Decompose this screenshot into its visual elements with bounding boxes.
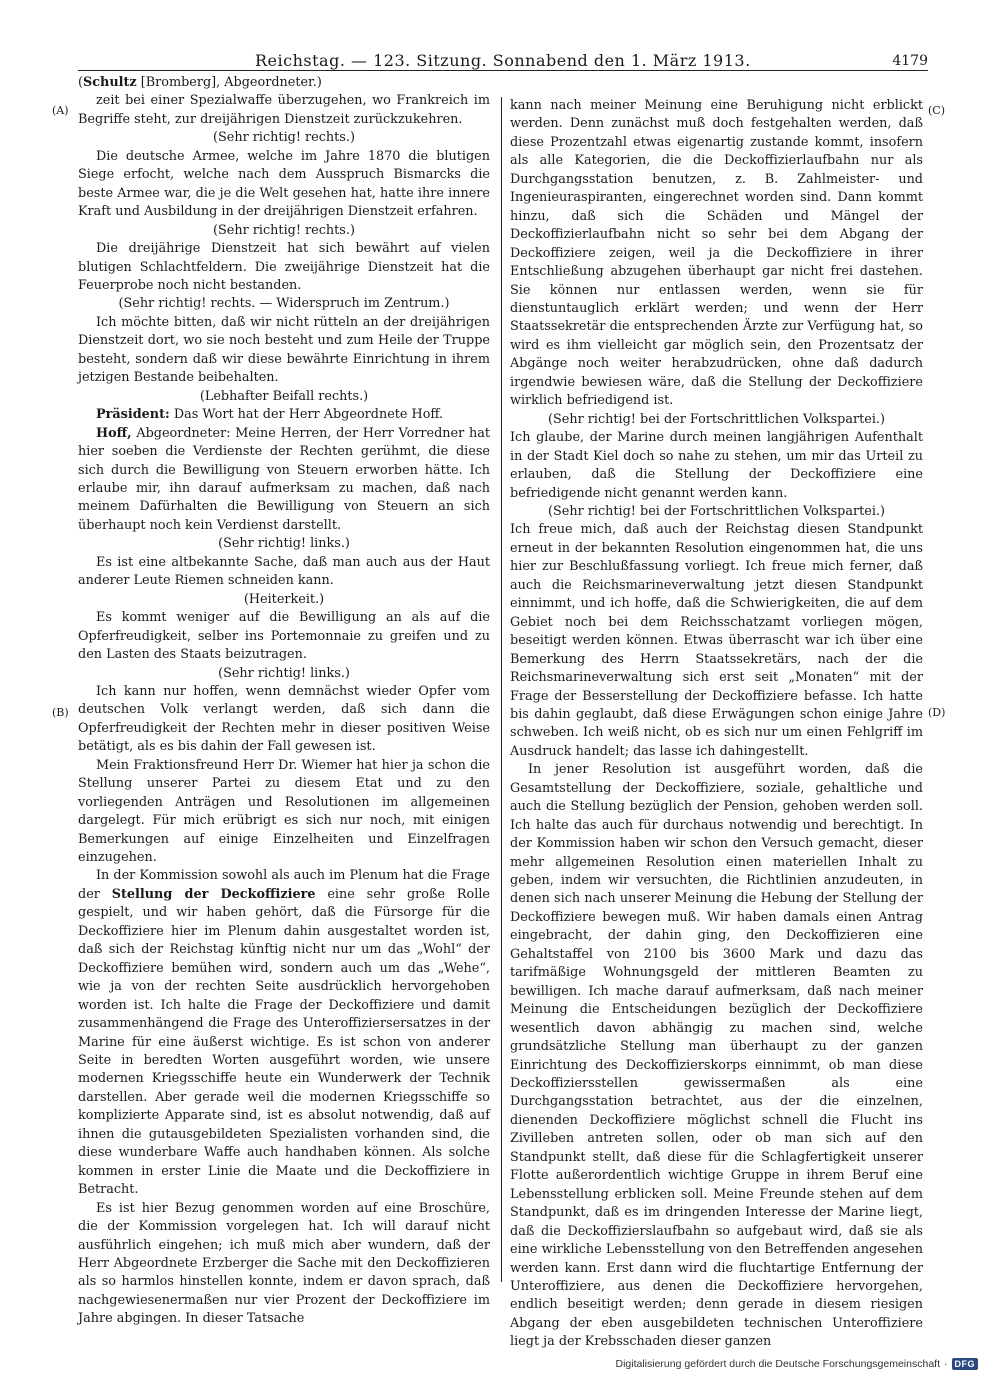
emphasis-term: Stellung der Deckoffiziere: [111, 886, 316, 902]
paragraph: zeit bei einer Spezialwaffe überzugehen, wo Frankreich im Begriffe steht, zur dreijährigen Dienstzeit zurückzukehren.: [78, 93, 490, 127]
speaker-text: [Bromberg], Abgeordneter.): [136, 75, 322, 90]
paragraph: In jener Resolution ist ausgeführt worden, daß die Gesamtstellung der Deckoffiziere, soziale, gehaltliche und auch die Stellung bezüglich der Pension, gehoben werden soll. Ich halte das auch für durchaus notwendig und berechtigt. In der Kommission haben wir schon den Versuch gemacht, dieser mehr allgemeinen Resolution einen materiellen Inhalt zu geben, indem wir versuchten, die Richtlinien anzudeuten, in denen sich nach unserer Meinung die Hebung der Stellung der Deckoffiziere bewegen muß. Wir haben damals einen Antrag eingebracht, der dahin ging, den Deckoffizieren eine Gehaltstaffel von 2100 bis 3600 Mark und dazu das tarifmäßige Wohnungsgeld der mittleren Beamten zu bewilligen. Ich mache darauf aufmerksam, daß nach meiner Meinung die Entscheidungen bezüglich der Deckoffiziere wesentlich davon abhängig zu machen sind, welche grundsätzliche Stellung man überhaupt zu der ganzen Einrichtung des Deckoffizierskorps einnimmt, ob man diese Deckoffiziersstellen gewissermaßen als eine Durchgangsstation betrachtet, aus der die einzelnen, dienenden Deckoffiziere möglichst schnell die Flucht ins Zivilleben antreten sollen, oder ob man sich auf den Standpunkt stellt, daß diese für die Schlagfertigkeit unserer Flotte außerordentlich wichtige Gruppe in ihrem Beruf eine Lebensstellung erblicken soll. Meine Freunde stehen auf dem Standpunkt, daß es im dringenden Interesse der Marine liegt, daß die Deckoffizierslaufbahn so aufgebaut wird, daß sie als eine wirkliche Lebensstellung von den Betreffenden angesehen werden kann. Erst dann wird die fluchtartige Entfernung der Unteroffiziere, aus denen die Deckoffiziere hervorgehen, endlich beseitigt werden; denn gerade in diesem riesigen Abgang der eben ausgebildeten technischen Unteroffiziere liegt ja der Krebsschaden dieser ganzen: [510, 762, 923, 1350]
paragraph: Es ist hier Bezug genommen worden auf eine Broschüre, die der Kommission vorgelegen hat. Ich will darauf nicht ausführlich eingehen; ich muß mich aber wundern, daß der Herr Abgeordnete Erzberger die Sache mit den Deckoffizieren als so harmlos hinstellen konnte, indem er davon sprach, daß nachgewiesenermaßen nur vier Prozent der Deckoffiziere im Jahre abgingen. In dieser Tatsache: [78, 1200, 490, 1327]
margin-marker-a: (A): [52, 104, 69, 117]
speaker-name: Schultz: [83, 75, 137, 90]
margin-marker-c: (C): [928, 104, 945, 117]
speaker-name: Hoff,: [96, 425, 132, 441]
interjection: (Sehr richtig! links.): [218, 665, 350, 681]
interjection: (Sehr richtig! links.): [218, 536, 350, 552]
speaker-paragraph: [78, 425, 490, 536]
interjection: (Lebhafter Beifall rechts.): [199, 388, 369, 404]
paragraph: [78, 867, 490, 1199]
running-title: Reichstag. — 123. Sitzung. Sonnabend den 1. März 1913.: [255, 51, 751, 70]
speaker-continuation: (Schultz [Bromberg], Abgeordneter.): [78, 75, 322, 90]
paragraph: Ich kann nur hoffen, wenn demnächst wieder Opfer vom deutschen Volk verlangt werden, daß sich dann die Opferfreudigkeit der Rechten mehr in dieser positiven Weise betätigt, als es bis dahin der Fall gewesen ist.: [78, 683, 490, 755]
speaker-text: Abgeordneter: Meine Herren, der Herr Vorredner hat hier soeben die Verdienste der Rechten gerühmt, die diese sich durch die Bewilligung von Steuern erworben hätte. Ich erlaube mir, ihn darauf aufmerksam zu machen, daß nach meinem Dafürhalten die Bewilligung von Steuern an sich überhaupt noch kein Verdienst darstellt.: [78, 425, 490, 533]
interjection: (Sehr richtig! rechts.): [213, 130, 355, 146]
interjection: (Sehr richtig! rechts.): [213, 222, 355, 238]
paragraph: Mein Fraktionsfreund Herr Dr. Wiemer hat hier ja schon die Stellung unserer Partei zu diesem Etat und zu den vorliegenden Anträgen und Resolutionen im allgemeinen dargelegt. Für mich erübrigt es sich nur noch, mit einigen Bemerkungen auf einige Einzelheiten und Einzelfragen einzugehen.: [78, 757, 490, 866]
interjection: (Heiterkeit.): [243, 591, 325, 607]
paragraph: Die dreijährige Dienstzeit hat sich bewährt auf vielen blutigen Schlachtfeldern. Die zweijährige Dienstzeit hat die Feuerprobe noch nicht bestanden.: [78, 241, 490, 293]
right-column: [510, 97, 923, 1350]
paragraph-text: In der Kommission sowohl als auch im Plenum hat die Frage der: [78, 868, 490, 902]
paragraph-text: eine sehr große Rolle gespielt, und wir haben gehört, daß die Fürsorge für die Deckoffiziere hier im Plenum dahin ausgestaltet worden ist, daß sich der Reichstag künftig nicht nur um das „Wohl“ der Deckoffiziere bemühen wird, sondern auch um das „Wehe“, wie ja von der rechten Seite ausdrücklich hervorgehoben worden ist. Ich halte die Frage der Deckoffiziere und damit zusammenhängend die Frage des Unteroffiziersersatzes in der Marine für eine äußerst wichtige. Es ist schon von anderer Seite in beredten Worten ausgeführt worden, wie unsere modernen Kriegsschiffe heute ein Wunderwerk der Technik darstellen. Aber gerade weil die modernen Kriegsschiffe so komplizierte Apparate sind, ist es absolut notwendig, daß auf ihnen die gutausgebildeten Spezialisten vorhanden sind, die diese wunderbare Waffe auch handhaben können. Als solche kommen in erster Linie die Maate und die Deckoffiziere in Betracht.: [78, 886, 491, 1198]
funding-note: Digitalisierung gefördert durch die Deutsche Forschungsgemeinschaft: [615, 1358, 940, 1370]
left-column: [78, 74, 491, 1327]
dfg-logo: DFG: [952, 1358, 979, 1370]
paragraph: Ich möchte bitten, daß wir nicht rütteln an der dreijährigen Dienstzeit dort, wo sie noch besteht und zum Heile der Truppe besteht, sondern daß wir diese bewährte Einrichtung in ihrem jetzigen Bestande beibehalten.: [78, 314, 490, 386]
paragraph: Es kommt weniger auf die Bewilligung an als auf die Opferfreudigkeit, selber ins Portemonnaie zu greifen und zu den Lasten des Staats beizutragen.: [78, 610, 490, 663]
header-rule: [78, 70, 928, 71]
margin-marker-d: (D): [928, 706, 946, 719]
page-number: 4179: [892, 53, 928, 69]
interjection: (Sehr richtig! rechts. — Widerspruch im Zentrum.): [118, 296, 450, 312]
interjection: (Sehr richtig! bei der Fortschrittlichen Volkspartei.): [548, 503, 885, 519]
interjection: (Sehr richtig! bei der Fortschrittlichen Volkspartei.): [548, 411, 885, 427]
paragraph: Ich freue mich, daß auch der Reichstag diesen Standpunkt erneut in der bekannten Resolution eingenommen hat, die uns hier zur Beschlußfassung vorliegt. Ich freue mich ferner, daß auch die Reichsmarineverwaltung jetzt diesen Standpunkt einnimmt, und ich hoffe, daß die Schwierigkeiten, die auf dem Gebiet noch bei dem Reichsschatzamt vorliegen mögen, beseitigt werden können. Etwas überrascht war ich über eine Bemerkung des Herrn Staatssekretärs, nach der die Reichsmarineverwaltung sich erst seit „Monaten“ mit der Frage der Besserstellung der Deckoffiziere befasse. Ich hatte bis dahin geglaubt, daß diese Erwägungen schon einige Jahre schweben. Ich weiß nicht, ob es sich nur um einen Fehlgriff im Ausdruck handelt; das lasse ich dahingestellt.: [510, 522, 923, 759]
speaker-text: Das Wort hat der Herr Abgeordnete Hoff.: [169, 407, 444, 423]
speaker-paragraph: [78, 406, 490, 424]
paragraph: kann nach meiner Meinung eine Beruhigung nicht erblickt werden. Denn zunächst muß doch festgehalten werden, daß diese Prozentzahl etwas eigenartig zustande kommt, insofern als alle Kategorien, die die Deckoffizierlaufbahn nur als Durchgangsstation benutzen, z. B. Zahlmeister- und Ingenieuraspiranten, eingerechnet worden sind. Dann kommt hinzu, daß sich die Schäden und Mängel der Deckoffizierlaufbahn nicht so sehr bei dem Abgang der Deckoffiziere zeigen, weil ja die Deckoffiziere in ihrer Entschließung abzugehen überhaupt gar nicht frei dastehen. Sie können nur entlassen werden, wenn sie für dienstuntauglich erklärt werden; und wenn der Herr Staatssekretär die entsprechenden Ärzte zur Verfügung hat, so wird es ihm vielleicht gar möglich sein, den Prozentsatz der Abgänge noch weiter herabzudrücken, ohne daß dadurch irgendwie bewiesen wäre, daß die Stellung der Deckoffiziere wirklich befriedigend ist.: [510, 98, 923, 409]
paragraph: Die deutsche Armee, welche im Jahre 1870 die blutigen Siege erfocht, welche nach dem Ausspruch Bismarcks die beste Armee war, die je die Welt gesehen hat, hatte ihre innere Kraft und Ausbildung in der dreijährigen Dienstzeit erfahren.: [78, 148, 490, 220]
paragraph: Ich glaube, der Marine durch meinen langjährigen Aufenthalt in der Stadt Kiel doch so nahe zu stehen, um mir das Urteil zu erlauben, daß die Stellung der Deckoffiziere eine befriedigende nicht genannt werden kann.: [510, 430, 923, 501]
column-divider: [501, 97, 502, 1282]
footer-credit: Digitalisierung gefördert durch die Deutsche Forschungsgemeinschaft · DFG: [615, 1356, 978, 1372]
margin-marker-b: (B): [52, 706, 69, 719]
paragraph: Es ist eine altbekannte Sache, daß man auch aus der Haut anderer Leute Riemen schneiden kann.: [78, 554, 490, 589]
page-header: [80, 50, 928, 72]
speaker-name: Präsident:: [96, 407, 170, 423]
